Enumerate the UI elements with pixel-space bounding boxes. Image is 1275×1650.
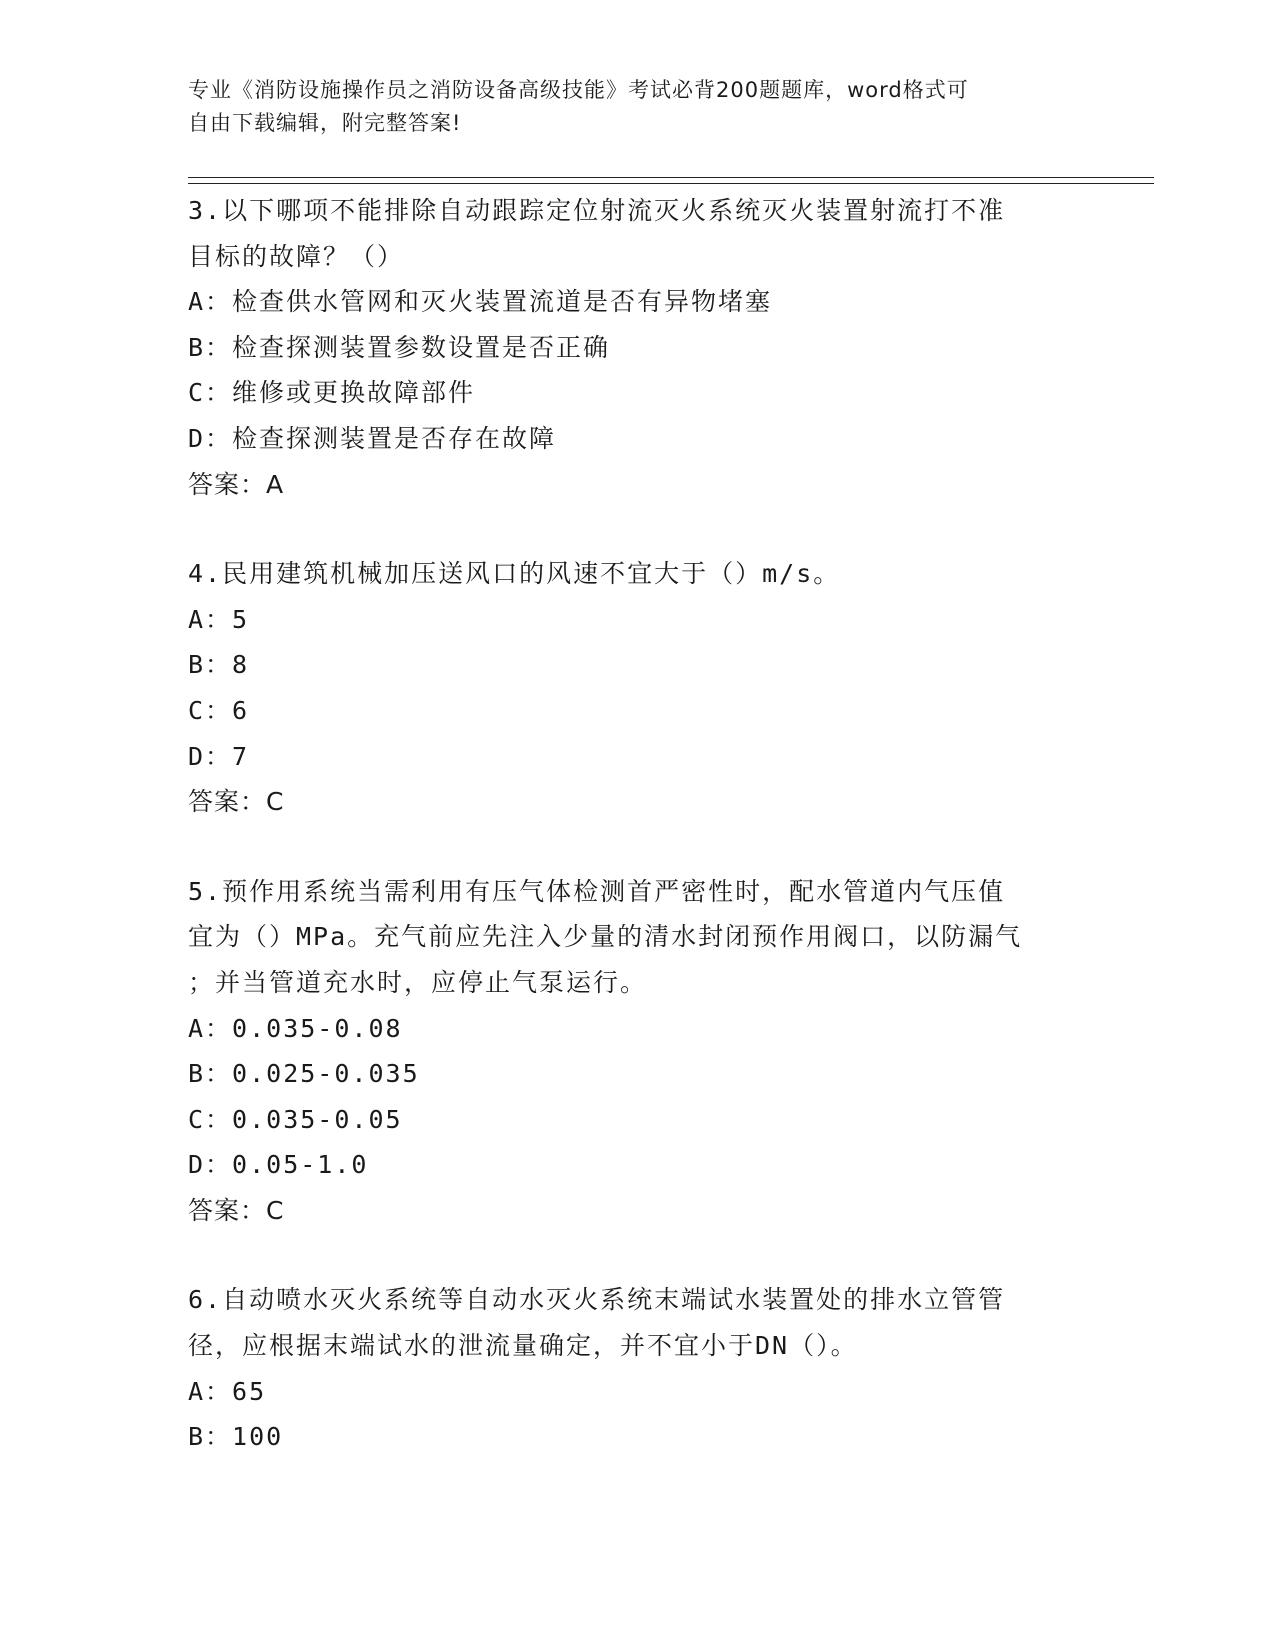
- question-text-line: ；并当管道充水时，应停止气泵运行。: [188, 967, 648, 997]
- option-d: D：7: [188, 741, 250, 771]
- option-a: A：5: [188, 604, 250, 634]
- question-text-line: 3.以下哪项不能排除自动跟踪定位射流灭火系统灭火装置射流打不准: [188, 196, 1006, 225]
- question-text-line: 宜为（）MPa。充气前应先注入少量的清水封闭预作用阀口，以防漏气: [188, 922, 1023, 952]
- question-text-line: 径，应根据末端试水的泄流量确定，并不宜小于DN（）。: [188, 1331, 858, 1361]
- option-c: C：维修或更换故障部件: [188, 378, 476, 408]
- option-c: C：6: [188, 695, 250, 725]
- document-header: [188, 74, 1068, 140]
- answer: 答案：A: [188, 469, 285, 499]
- question-text-line: 4.民用建筑机械加压送风口的风速不宜大于（）m/s。: [188, 559, 841, 589]
- option-a: A：检查供水管网和灭火装置流道是否有异物堵塞: [188, 287, 773, 317]
- option-a: A：65: [188, 1376, 267, 1406]
- answer: 答案：C: [188, 1195, 285, 1225]
- header-rule-bottom: [188, 183, 1154, 184]
- header-line-1: 专业《消防设施操作员之消防设备高级技能》考试必背200题题库，word格式可: [188, 78, 969, 102]
- option-a: A：0.035-0.08: [188, 1013, 403, 1043]
- option-d: D：0.05-1.0: [188, 1150, 369, 1180]
- option-b: B：8: [188, 650, 250, 680]
- question-text-line: 6.自动喷水灭火系统等自动水灭火系统末端试水装置处的排水立管管: [188, 1285, 1006, 1315]
- question-text-line: 目标的故障？（）: [188, 241, 405, 271]
- option-d: D：检查探测装置是否存在故障: [188, 423, 557, 453]
- question-4: [188, 551, 1088, 825]
- answer: 答案：C: [188, 787, 285, 817]
- header-rule-top: [188, 177, 1154, 178]
- header-line-2: 自由下载编辑，附完整答案!: [188, 111, 462, 135]
- question-5: [188, 869, 1088, 1234]
- question-list: [188, 188, 1088, 1504]
- option-b: B：100: [188, 1422, 284, 1452]
- option-b: B：0.025-0.035: [188, 1059, 420, 1089]
- option-b: B：检查探测装置参数设置是否正确: [188, 332, 611, 362]
- question-6: [188, 1277, 1088, 1459]
- question-3: [188, 188, 1088, 507]
- option-c: C：0.035-0.05: [188, 1104, 403, 1134]
- question-text-line: 5.预作用系统当需利用有压气体检测首严密性时，配水管道内气压值: [188, 876, 1006, 906]
